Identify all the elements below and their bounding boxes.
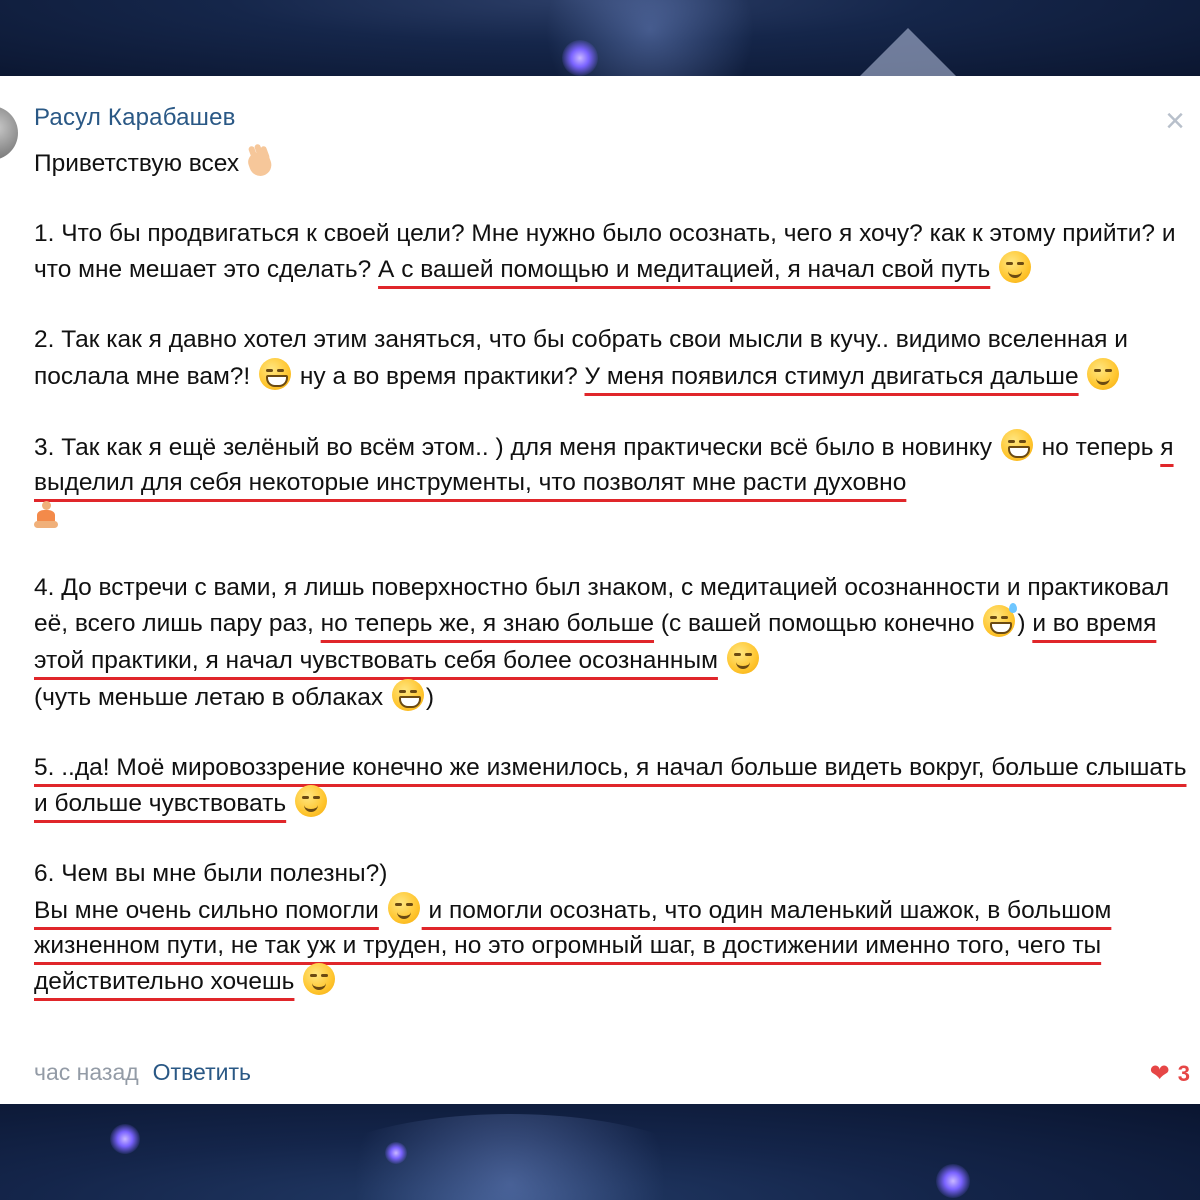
paragraph-3-text-b: но теперь (1034, 434, 1161, 462)
sweat-smile-icon (983, 605, 1015, 637)
background-star (110, 1124, 140, 1154)
grimacing-face-icon (392, 679, 424, 711)
paragraph-4-highlight-a: но теперь же, я знаю больше (320, 610, 655, 638)
paragraph-4-text-c: ) (1017, 610, 1033, 638)
paragraph-6-text: 6. Чем вы мне были полезны?) (34, 859, 388, 887)
background-peak (860, 28, 956, 76)
greeting-line (34, 144, 1194, 182)
paragraph-2 (34, 323, 1194, 395)
paragraph-3 (34, 429, 1194, 535)
paragraph-4-text-d: (чуть меньше летаю в облаках (34, 683, 390, 711)
paragraph-3-highlight: я выделил для себя некоторые инструменты, что позволят мне расти духовно (34, 434, 1174, 497)
paragraph-5 (34, 751, 1194, 823)
paragraph-6 (34, 857, 1194, 1000)
paragraph-4-text-e: ) (425, 683, 435, 711)
comment-card (0, 76, 1200, 1104)
paragraph-6-highlight-a: Вы мне очень сильно помогли (34, 896, 379, 924)
relieved-face-icon (999, 251, 1031, 283)
slight-smile-icon (1087, 358, 1119, 390)
reply-button[interactable]: Ответить (152, 1059, 251, 1085)
background-top (0, 0, 1200, 76)
waving-hand-icon (243, 144, 277, 178)
background-star (936, 1164, 970, 1198)
background-glow (520, 0, 780, 76)
paragraph-1-highlight: А с вашей помощью и медитацией, я начал свой путь (378, 256, 991, 284)
comment-text (34, 144, 1194, 1000)
close-icon[interactable]: × (1165, 102, 1185, 140)
paragraph-4-highlight-b: и во время этой практики, я начал чувствовать себя более осознанным (34, 610, 1157, 675)
paragraph-4-text-a: 4. До встречи с вами, я лишь поверхностно был знаком, с медитацией осознанности и практиковал её, всего лишь пару раз, (34, 573, 1170, 638)
meditation-icon (34, 501, 58, 529)
author-name[interactable]: Расул Карабашев (34, 104, 236, 131)
paragraph-2-highlight: У меня появился стимул двигаться дальше (584, 362, 1079, 390)
paragraph-6-highlight-b: и помогли осознать, что один маленький шажок, в большом жизненном пути, не так уж и труден, но это огромный шаг, в достижении именно того, чего ты действительно хочешь (34, 896, 1112, 996)
relieved-face-icon (727, 642, 759, 674)
heart-icon: ❤ (1149, 1060, 1170, 1087)
greeting-text: Приветствую всех (34, 150, 240, 177)
slight-smile-icon (295, 785, 327, 817)
like-count: 3 (1177, 1061, 1190, 1086)
grinning-face-icon (259, 358, 291, 390)
relieved-face-icon (388, 892, 420, 924)
paragraph-2-text-a: 2. Так как я давно хотел этим заняться, что бы собрать свои мысли в кучу.. видимо вселенная и послала мне вам?! (34, 325, 1128, 390)
timestamp[interactable]: час назад (34, 1059, 139, 1085)
background-star (562, 40, 598, 76)
smiling-face-icon (303, 963, 335, 995)
paragraph-1-text: 1. Что бы продвигаться к своей цели? Мне нужно было осознать, чего я хочу? как к этому прийти? и что мне мешает это сделать? (34, 219, 1176, 284)
paragraph-1 (34, 217, 1194, 289)
comment-footer (34, 1059, 251, 1086)
paragraph-4-text-b: (с вашей помощью конечно (654, 610, 982, 638)
paragraph-2-text-b: ну а во время практики? (293, 362, 585, 390)
background-bottom (0, 1104, 1200, 1200)
paragraph-5-highlight: 5. ..да! Моё мировоззрение конечно же изменилось, я начал больше видеть вокруг, больше слышать и больше чувствовать (34, 753, 1187, 818)
avatar[interactable] (0, 106, 18, 160)
background-star (385, 1142, 407, 1164)
paragraph-3-text-a: 3. Так как я ещё зелёный во всём этом.. ) для меня практически всё было в новинку (34, 434, 999, 462)
background-glow (300, 1114, 720, 1200)
grimacing-face-icon (1001, 429, 1033, 461)
like-button[interactable] (1150, 1059, 1190, 1088)
paragraph-4 (34, 571, 1194, 716)
